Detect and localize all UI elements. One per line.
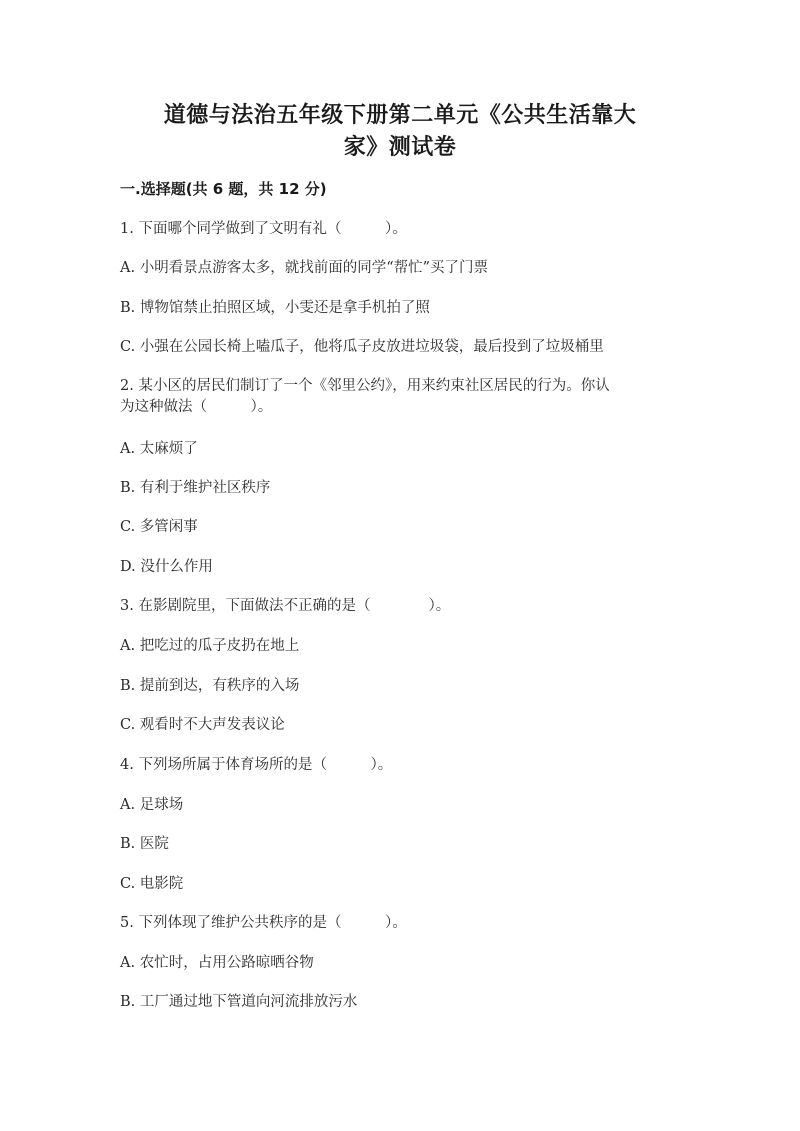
page-title-line-1: 道德与法治五年级下册第二单元《公共生活靠大 xyxy=(163,103,637,128)
question-4-option-b: B. 医院 xyxy=(120,836,169,852)
question-1-option-c: C. 小强在公园长椅上嗑瓜子，他将瓜子皮放进垃圾袋，最后投到了垃圾桶里 xyxy=(120,339,604,355)
question-3-option-a: A. 把吃过的瓜子皮扔在地上 xyxy=(120,638,300,654)
section-heading: 一.选择题(共 6 题，共 12 分) xyxy=(120,180,327,198)
question-5-stem: 5. 下列体现了维护公共秩序的是（ ）。 xyxy=(120,915,407,931)
question-5-option-b: B. 工厂通过地下管道向河流排放污水 xyxy=(120,994,358,1010)
question-2-stem-line-2: 为这种做法（ ）。 xyxy=(120,399,273,415)
question-2-option-c: C. 多管闲事 xyxy=(120,519,198,535)
question-1-option-a: A. 小明看景点游客太多，就找前面的同学“帮忙”买了门票 xyxy=(120,260,489,276)
question-4-option-c: C. 电影院 xyxy=(120,876,184,892)
question-2-option-a: A. 太麻烦了 xyxy=(120,441,198,457)
question-2-stem-line-1: 2. 某小区的居民们制订了一个《邻里公约》，用来约束社区居民的行为。你认 xyxy=(120,378,610,394)
question-4-option-a: A. 足球场 xyxy=(120,797,184,813)
question-1-stem: 1. 下面哪个同学做到了文明有礼（ ）。 xyxy=(120,221,407,237)
page-title-line-2: 家》测试卷 xyxy=(343,135,457,160)
question-2-option-b: B. 有利于维护社区秩序 xyxy=(120,480,271,496)
question-5-option-a: A. 农忙时，占用公路晾晒谷物 xyxy=(120,955,314,971)
question-2-option-d: D. 没什么作用 xyxy=(120,559,213,575)
question-1-option-b: B. 博物馆禁止拍照区域，小雯还是拿手机拍了照 xyxy=(120,300,430,316)
question-3-option-c: C. 观看时不大声发表议论 xyxy=(120,717,285,733)
question-4-stem: 4. 下列场所属于体育场所的是（ ）。 xyxy=(120,757,393,773)
question-3-stem: 3. 在影剧院里，下面做法不正确的是（ ）。 xyxy=(120,598,451,614)
question-3-option-b: B. 提前到达，有秩序的入场 xyxy=(120,678,300,694)
